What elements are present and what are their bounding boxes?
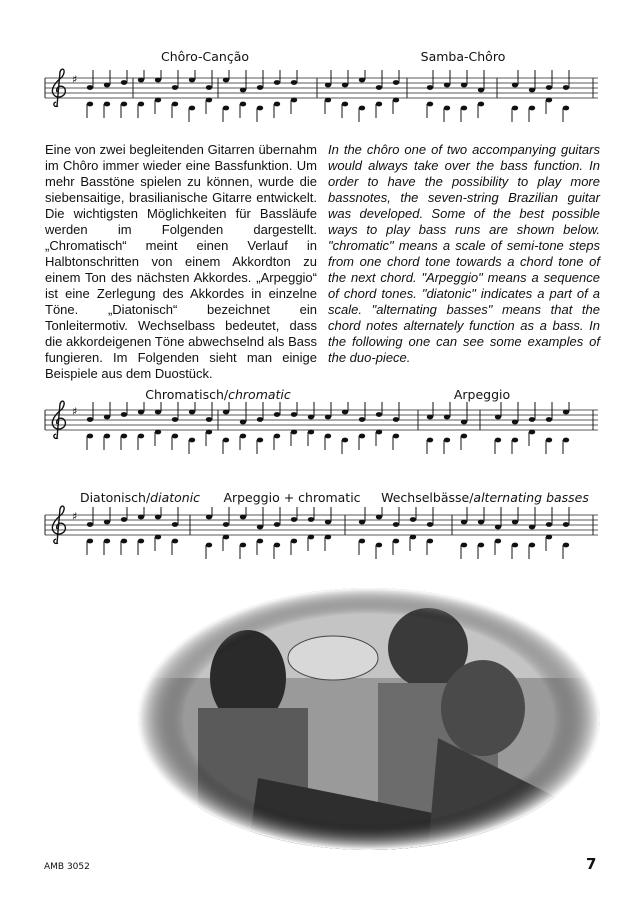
notehead xyxy=(342,83,348,88)
notehead xyxy=(495,415,501,420)
bass-notehead xyxy=(376,543,382,548)
bass-notehead xyxy=(427,539,433,544)
notehead xyxy=(172,85,178,90)
title-en: diatonic xyxy=(150,490,201,505)
title-en: alternating basses xyxy=(473,490,589,505)
bass-notehead xyxy=(546,535,552,540)
notehead xyxy=(121,517,127,522)
bass-notehead xyxy=(410,535,416,540)
bass-notehead xyxy=(478,543,484,548)
notehead xyxy=(342,410,348,415)
bass-notehead xyxy=(308,535,314,540)
notehead xyxy=(427,522,433,527)
notehead xyxy=(138,78,144,83)
notehead xyxy=(87,522,93,527)
notehead xyxy=(104,415,110,420)
key-signature-sharp: ♯ xyxy=(72,510,78,523)
notehead xyxy=(393,80,399,85)
catalog-number: AMB 3052 xyxy=(44,862,90,872)
bass-notehead xyxy=(512,543,518,548)
bass-notehead xyxy=(529,543,535,548)
bass-notehead xyxy=(87,102,93,107)
bass-notehead xyxy=(274,434,280,439)
bass-notehead xyxy=(478,102,484,107)
notehead xyxy=(172,417,178,422)
bass-notehead xyxy=(393,539,399,544)
bass-notehead xyxy=(206,430,212,435)
notehead xyxy=(563,410,569,415)
bass-notehead xyxy=(104,539,110,544)
example-title-choro-cancao: Chôro-Canção xyxy=(160,49,250,64)
bass-notehead xyxy=(257,106,263,111)
bass-notehead xyxy=(155,535,161,540)
bass-notehead xyxy=(376,102,382,107)
notehead xyxy=(206,515,212,520)
bass-notehead xyxy=(274,102,280,107)
notehead xyxy=(461,83,467,88)
bass-notehead xyxy=(529,106,535,111)
bass-notehead xyxy=(495,539,501,544)
notehead xyxy=(206,85,212,90)
notehead xyxy=(393,522,399,527)
notehead xyxy=(563,522,569,527)
notehead xyxy=(274,412,280,417)
notehead xyxy=(240,515,246,520)
bass-notehead xyxy=(240,102,246,107)
bass-notehead xyxy=(461,543,467,548)
notehead xyxy=(376,85,382,90)
bass-notehead xyxy=(189,106,195,111)
notehead xyxy=(325,83,331,88)
notehead xyxy=(291,517,297,522)
bass-notehead xyxy=(155,98,161,103)
bass-notehead xyxy=(461,106,467,111)
notehead xyxy=(478,520,484,525)
bass-notehead xyxy=(495,438,501,443)
bass-notehead xyxy=(427,102,433,107)
bass-notehead xyxy=(257,539,263,544)
bass-notehead xyxy=(393,434,399,439)
notehead xyxy=(512,83,518,88)
bass-notehead xyxy=(427,438,433,443)
notehead xyxy=(427,415,433,420)
notehead xyxy=(138,410,144,415)
notehead xyxy=(274,80,280,85)
notehead xyxy=(563,85,569,90)
bass-notehead xyxy=(291,539,297,544)
notehead xyxy=(308,517,314,522)
bass-notehead xyxy=(189,438,195,443)
notehead xyxy=(155,515,161,520)
bass-notehead xyxy=(291,430,297,435)
notehead xyxy=(393,417,399,422)
example-title-arpeggio: Arpeggio xyxy=(453,387,511,402)
bass-notehead xyxy=(291,98,297,103)
notehead xyxy=(121,412,127,417)
notehead xyxy=(223,410,229,415)
music-staff-row-2 xyxy=(40,400,600,470)
notehead xyxy=(444,83,450,88)
bass-notehead xyxy=(342,438,348,443)
bass-notehead xyxy=(563,106,569,111)
notehead xyxy=(461,520,467,525)
notehead xyxy=(155,410,161,415)
bass-notehead xyxy=(87,434,93,439)
bass-notehead xyxy=(206,543,212,548)
bass-notehead xyxy=(121,539,127,544)
bass-notehead xyxy=(325,535,331,540)
bass-notehead xyxy=(104,102,110,107)
photo-musicians xyxy=(138,588,600,850)
bass-notehead xyxy=(444,106,450,111)
bass-notehead xyxy=(257,438,263,443)
bass-notehead xyxy=(325,98,331,103)
bass-notehead xyxy=(359,539,365,544)
notehead xyxy=(104,83,110,88)
notehead xyxy=(206,417,212,422)
notehead xyxy=(104,520,110,525)
notehead xyxy=(529,88,535,93)
notehead xyxy=(461,420,467,425)
notehead xyxy=(359,520,365,525)
notehead xyxy=(495,525,501,530)
notehead xyxy=(291,412,297,417)
bass-notehead xyxy=(138,539,144,544)
bass-notehead xyxy=(240,543,246,548)
notehead xyxy=(325,520,331,525)
notehead xyxy=(257,417,263,422)
bass-notehead xyxy=(223,438,229,443)
notehead xyxy=(223,522,229,527)
bass-notehead xyxy=(546,98,552,103)
bass-notehead xyxy=(512,438,518,443)
notehead xyxy=(240,420,246,425)
notehead xyxy=(546,522,552,527)
notehead xyxy=(257,525,263,530)
bass-notehead xyxy=(87,539,93,544)
notehead xyxy=(376,412,382,417)
bass-notehead xyxy=(308,430,314,435)
bass-notehead xyxy=(223,106,229,111)
bass-notehead xyxy=(172,102,178,107)
notehead xyxy=(410,517,416,522)
bass-notehead xyxy=(172,434,178,439)
notehead xyxy=(427,85,433,90)
notehead xyxy=(291,80,297,85)
bass-notehead xyxy=(393,98,399,103)
bass-notehead xyxy=(563,438,569,443)
notehead xyxy=(87,85,93,90)
title-de: Diatonisch/ xyxy=(79,490,151,505)
notehead xyxy=(512,420,518,425)
bass-notehead xyxy=(512,106,518,111)
bass-notehead xyxy=(104,434,110,439)
bass-notehead xyxy=(240,434,246,439)
bass-notehead xyxy=(359,434,365,439)
notehead xyxy=(359,417,365,422)
bass-notehead xyxy=(461,434,467,439)
notehead xyxy=(138,515,144,520)
notehead xyxy=(512,520,518,525)
music-staff-row-1 xyxy=(40,64,600,144)
bass-notehead xyxy=(155,430,161,435)
bass-notehead xyxy=(359,106,365,111)
notehead xyxy=(257,85,263,90)
body-text-english: In the chôro one of two accompanying guitars would always take over the bass function. In order to have the possibility to play more bassnotes, the seven-string Brazilian guitar was developed. Some of the best possible ways to play bass runs are shown below. "chromatic" means a scale of semi-tone steps from one chord tone towards a chord tone of the next chord. "Arpeggio" means a sequence of chord tones. "diatonic" indicates a part of a scale. "alternating basses" means that the chord notes alternately function as a bass. In the following one can see some examples of the duo-piece. xyxy=(328,142,600,365)
title-en: chromatic xyxy=(228,387,291,402)
key-signature-sharp: ♯ xyxy=(72,405,78,418)
notehead xyxy=(325,415,331,420)
notehead xyxy=(546,85,552,90)
example-title-arpeggio-chromatic: Arpeggio + chromatic xyxy=(223,490,361,505)
notehead xyxy=(274,522,280,527)
notehead xyxy=(240,88,246,93)
bass-notehead xyxy=(138,102,144,107)
bass-notehead xyxy=(444,438,450,443)
example-title-samba-choro: Samba-Chôro xyxy=(420,49,506,64)
notehead xyxy=(87,417,93,422)
page-number: 7 xyxy=(586,855,597,873)
key-signature-sharp: ♯ xyxy=(72,73,78,86)
notehead xyxy=(376,515,382,520)
notehead xyxy=(529,525,535,530)
bass-notehead xyxy=(274,543,280,548)
bass-notehead xyxy=(529,430,535,435)
notehead xyxy=(189,410,195,415)
title-de: Wechselbässe/ xyxy=(381,490,474,505)
notehead xyxy=(359,78,365,83)
notehead xyxy=(546,417,552,422)
bass-notehead xyxy=(342,102,348,107)
bass-notehead xyxy=(223,535,229,540)
notehead xyxy=(444,415,450,420)
bass-notehead xyxy=(121,102,127,107)
notehead xyxy=(478,88,484,93)
music-staff-row-3 xyxy=(40,503,600,578)
bass-notehead xyxy=(206,98,212,103)
bass-notehead xyxy=(376,430,382,435)
notehead xyxy=(172,522,178,527)
notehead xyxy=(529,417,535,422)
title-de: Chromatisch/ xyxy=(145,387,229,402)
notehead xyxy=(308,415,314,420)
bass-notehead xyxy=(138,434,144,439)
bass-notehead xyxy=(325,434,331,439)
notehead xyxy=(189,78,195,83)
bass-notehead xyxy=(121,434,127,439)
notehead xyxy=(223,78,229,83)
bass-notehead xyxy=(563,543,569,548)
bass-notehead xyxy=(546,438,552,443)
body-text-german: Eine von zwei begleitenden Gitarren übernahm im Chôro immer wieder eine Bassfunktion. Um mehr Basstöne spielen zu können, wurde die siebensaitige, brasilianische Gitarre entwickelt. Die wichtigsten Möglichkeiten für Bassläufe werden im Folgenden dargestellt. „Chromatisch“ meint einen Verlauf in Halbtonschritten von einem Akkordton zu einem Ton des nächsten Akkordes. „Arpeggio“ ist eine Zerlegung des Akkordes in einzelne Töne. „Diatonisch“ bezeichnet ein Tonleitermotiv. Wechselbass bedeutet, dass die akkordeigenen Töne abwechselnd als Bass fungieren. Im Folgenden sieht man einige Beispiele aus dem Duostück. xyxy=(45,142,317,381)
notehead xyxy=(155,78,161,83)
notehead xyxy=(121,80,127,85)
bass-notehead xyxy=(172,539,178,544)
